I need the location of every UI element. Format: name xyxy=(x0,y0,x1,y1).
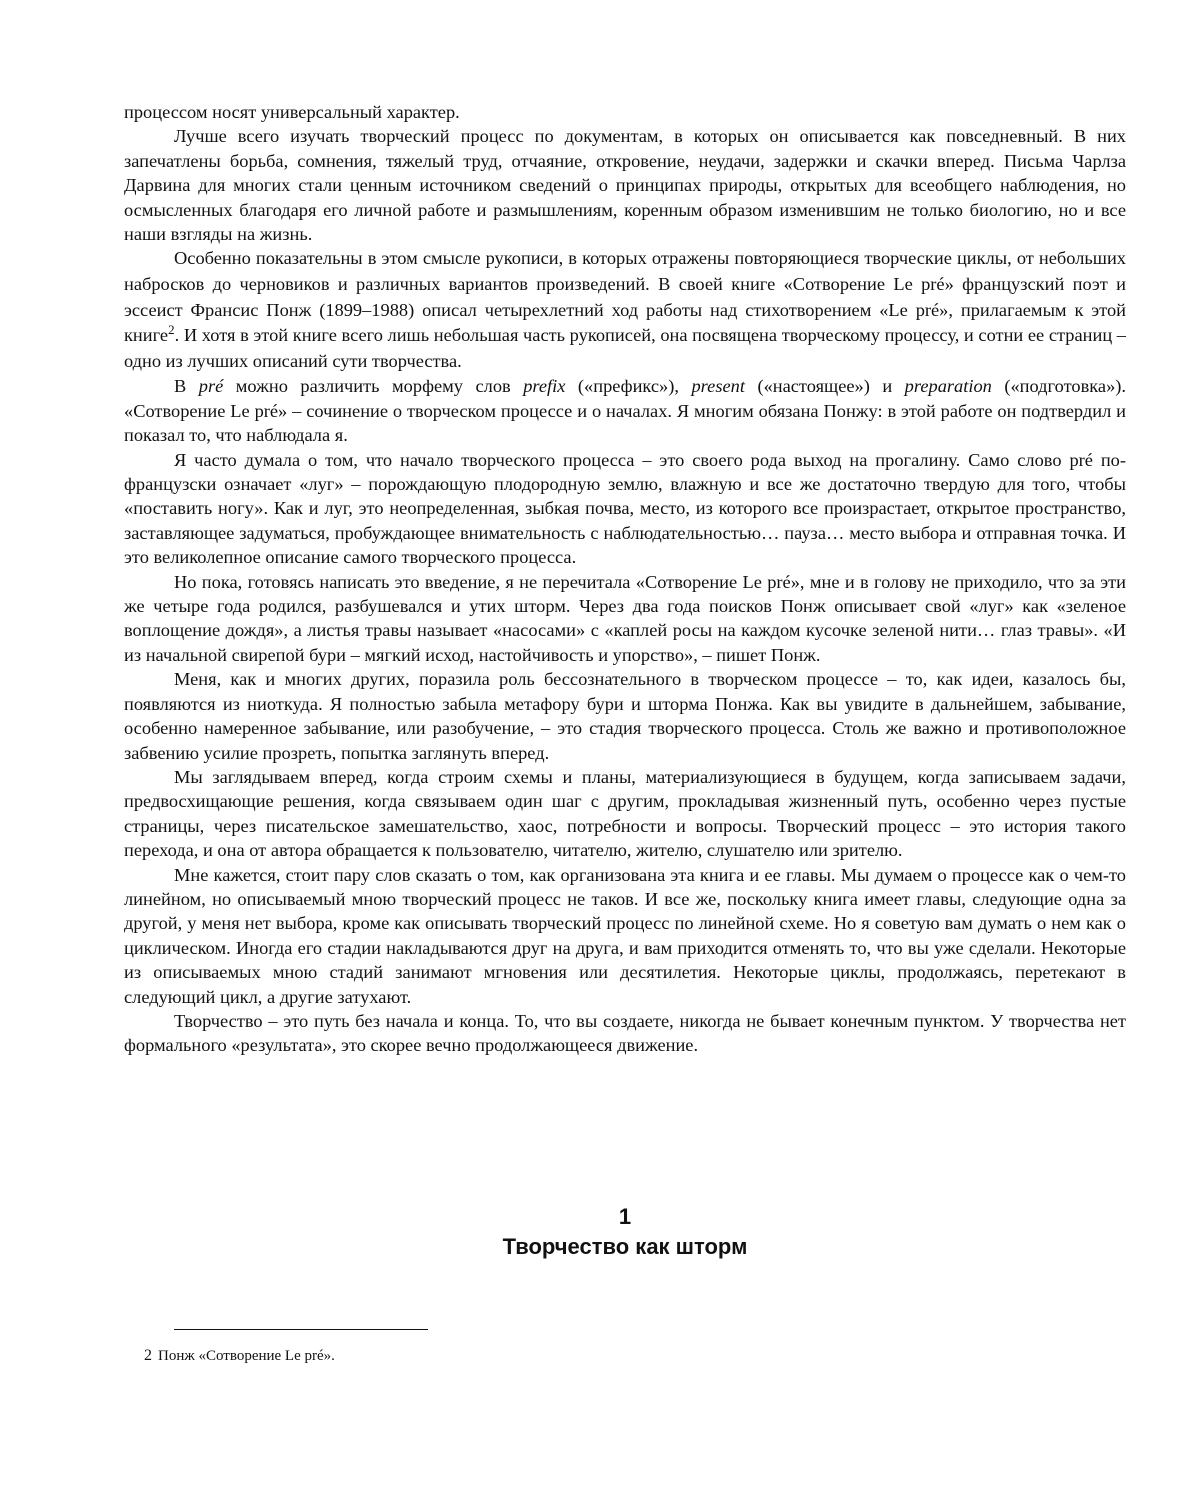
italic-term: preparation xyxy=(904,376,992,397)
paragraph: Мы заглядываем вперед, когда строим схемы и планы, материализующиеся в будущем, когда записываем задачи, предвосхищающие решения, когда связываем один шаг с другим, прокладывая жизненный путь, особенно через пустые страницы, через писательское замешательство, хаос, потребности и вопросы. Творческий процесс – это история такого перехода, и она от автора обращается к пользователю, читателю, жителю, слушателю или зрителю. xyxy=(124,766,1126,861)
paragraph: Но пока, готовясь написать это введение, я не перечитала «Сотворение Le pré», мне и в голову не приходило, что за эти же четыре года родился, разбушевался и утих шторм. Через два года поисков Понж описывает свой «луг» как «зеленое воплощение дождя», а листья травы называет «насосами» с «каплей росы на каждом кусочке зеленой нити… глаз травы». «И из начальной свирепой бури – мягкий исход, настойчивость и упорство», – пишет Понж. xyxy=(124,571,1126,665)
paragraph: Лучше всего изучать творческий процесс по документам, в которых он описывается как повседневный. В них запечатлены борьба, сомнения, тяжелый труд, отчаяние, откровение, неудачи, задержки и скачки вперед. Письма Чарлза Дарвина для многих стали ценным источником сведений о принципах природы, открытых для всеобщего наблюдения, но осмысленных благодаря его личной работе и размышлениям, коренным образом изменившим не только биологию, но и все наши взгляды на жизнь. xyxy=(124,126,1126,245)
footnote-mark: 2 xyxy=(144,1347,152,1364)
paragraph: Творчество – это путь без начала и конца. То, что вы создаете, никогда не бывает конечным пунктом. У творчества нет формального «результата», это скорее вечно продолжающееся движение. xyxy=(124,1010,1126,1056)
paragraph-text: . И хотя в этой книге всего лишь небольшая часть рукописей, она посвящена творческому процессу, и сотни ее страниц – одно из лучших описаний сути творчества. xyxy=(124,325,1126,371)
body-text xyxy=(124,100,1126,1058)
chapter-heading xyxy=(124,1202,1126,1262)
paragraph: Мне кажется, стоит пару слов сказать о том, как организована эта книга и ее главы. Мы думаем о процессе как о чем-то линейном, но описываемый мною творческий процесс не таков. И все же, поскольку книга имеет главы, следующие одна за другой, у меня нет выбора, кроме как описывать творческий процесс по линейной схеме. Но я советую вам думать о нем как о циклическом. Иногда его стадии накладываются друг на друга, и вам приходится отменять то, что вы уже сделали. Некоторые из описываемых мною стадий занимают мгновения или десятилетия. Некоторые циклы, продолжаясь, перетекают в следующий цикл, а другие затухают. xyxy=(124,864,1126,1007)
paragraph: Я часто думала о том, что начало творческого процесса – это своего рода выход на прогалину. Само слово pré по-французски означает «луг» – порождающую плодородную землю, влажную и все же достаточно твердую для того, чтобы «поставить ногу». Как и луг, это неопределенная, зыбкая почва, место, из которого все произрастает, открытое пространство, заставляющее задуматься, пробуждающее внимательность с наблюдательностью… пауза… место выбора и отправная точка. И это великолепное описание самого творческого процесса. xyxy=(124,449,1126,568)
footnote-text: Понж «Сотворение Le pré». xyxy=(158,1348,335,1364)
italic-term: present xyxy=(691,376,745,397)
footnote-divider xyxy=(174,1329,428,1330)
paragraph xyxy=(124,246,1126,374)
italic-term: prefix xyxy=(523,376,566,397)
paragraph-text: можно различить морфему слов xyxy=(223,376,524,397)
paragraph-text: («префикс»), xyxy=(565,376,692,397)
italic-term: pré xyxy=(198,376,224,397)
paragraph xyxy=(124,374,1126,447)
paragraph-text: («настоящее») и xyxy=(744,376,905,397)
paragraph: процессом носят универсальный характер. xyxy=(124,102,460,122)
chapter-title: Творчество как шторм xyxy=(502,1234,748,1259)
footnote xyxy=(144,1346,335,1366)
paragraph-text: Особенно показательны в этом смысле рукописи, в которых отражены повторяющиеся творческие циклы, от небольших набросков до черновиков и различных вариантов произведений. В своей книге «Сотворение Le pré» французский поэт и эссеист Франсис Понж (1899–1988) описал четырехлетний ход работы над стихотворением «Le pré», прилагаемым к этой книге xyxy=(124,248,1126,346)
footnote-reference: 2 xyxy=(168,322,175,338)
paragraph-text: («подготовка»). «Сотворение Le pré» – сочинение о творческом процессе и о началах. Я многим обязана Понжу: в этой работе он подтвердил и показал то, что наблюдала я. xyxy=(124,376,1126,446)
paragraph: Меня, как и многих других, поразила роль бессознательного в творческом процессе – то, как идеи, казалось бы, появляются из ниоткуда. Я полностью забыла метафору бури и шторма Понжа. Как вы увидите в дальнейшем, забывание, особенно намеренное забывание, или разобучение, – это стадия творческого процесса. Столь же важно и противоположное забвению усилие прозреть, попытка заглянуть вперед. xyxy=(124,669,1126,763)
paragraph-text: В xyxy=(174,376,199,397)
chapter-number: 1 xyxy=(618,1204,632,1229)
